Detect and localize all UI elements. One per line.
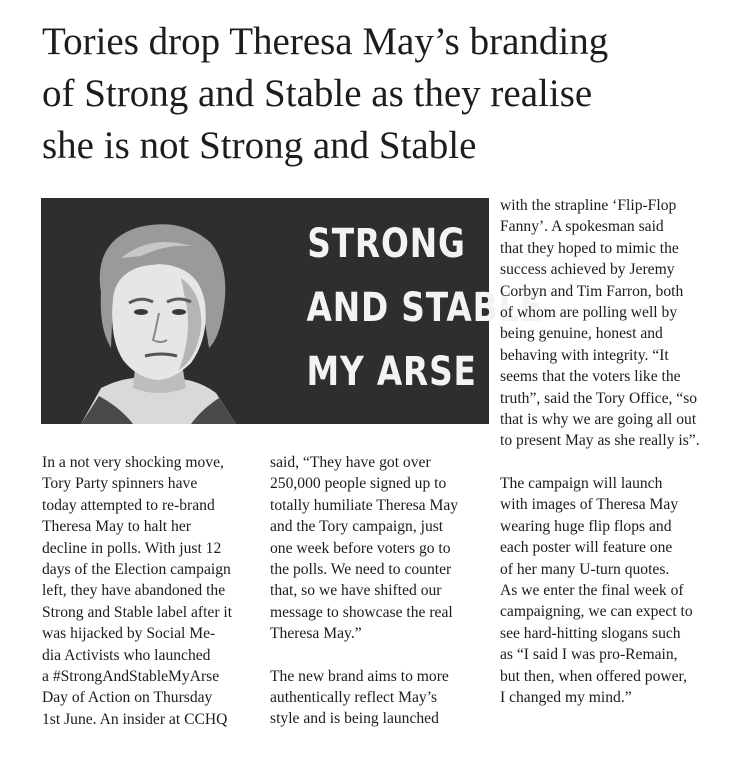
text-line: Strong and Stable label after it xyxy=(42,603,233,621)
campaign-poster-image xyxy=(41,198,544,424)
slogan-line: AND STABLE xyxy=(306,285,544,331)
text-line: being genuine, honest and xyxy=(500,325,663,343)
article-column-3 xyxy=(500,195,715,708)
text-line: seems that the voters like the xyxy=(500,368,681,386)
text-line: style and is being launched xyxy=(270,710,439,728)
portrait-illustration xyxy=(41,198,271,424)
text-line: each poster will feature one xyxy=(500,539,673,557)
column-paragraph xyxy=(42,452,254,730)
text-line: said, “They have got over xyxy=(270,454,431,471)
text-line: today attempted to re-brand xyxy=(42,496,215,514)
text-line: and the Tory campaign, just xyxy=(270,518,444,536)
text-line: The campaign will launch xyxy=(500,474,663,492)
text-line: that, so we have shifted our xyxy=(270,582,442,600)
article-column-1 xyxy=(42,452,254,730)
text-line: Theresa May to halt her xyxy=(42,518,191,536)
text-line: that is why we are going all out xyxy=(500,411,697,429)
poster-slogan xyxy=(289,212,544,404)
text-line: of her many U-turn quotes. xyxy=(500,560,670,578)
text-line: a #StrongAndStableMyArse xyxy=(42,668,220,686)
text-line: the polls. We need to counter xyxy=(270,561,452,579)
text-line: decline in polls. With just 12 xyxy=(42,539,222,557)
text-line: one week before voters go to xyxy=(270,539,451,557)
headline-line: she is not Strong and Stable xyxy=(42,124,477,167)
text-line: with images of Theresa May xyxy=(500,496,679,514)
text-line: left, they have abandoned the xyxy=(42,582,226,600)
text-line: but then, when offered power, xyxy=(500,667,688,685)
headline-line: Tories drop Theresa May’s branding xyxy=(42,20,609,63)
text-line: wearing huge flip flops and xyxy=(500,517,672,535)
text-line: The new brand aims to more xyxy=(270,667,449,685)
text-line: behaving with integrity. “It xyxy=(500,346,669,364)
article-column-2 xyxy=(270,452,482,730)
slogan-line: MY ARSE xyxy=(306,349,477,395)
text-line: to present May as she really is”. xyxy=(500,432,700,450)
text-line: totally humiliate Theresa May xyxy=(270,496,459,514)
text-line: that they hoped to mimic the xyxy=(500,239,679,257)
text-line: Theresa May.” xyxy=(270,625,362,643)
text-line: Fanny’. A spokesman said xyxy=(500,218,664,236)
text-line: days of the Election campaign xyxy=(42,561,231,579)
text-line: Corbyn and Tim Farron, both xyxy=(500,282,684,300)
text-line: authentically reflect May’s xyxy=(270,689,438,707)
text-line: As we enter the final week of xyxy=(500,581,684,599)
column-paragraph xyxy=(500,195,715,452)
text-line: truth”, said the Tory Office, “so xyxy=(500,389,698,407)
text-line: I changed my mind.” xyxy=(500,688,632,706)
text-line: dia Activists who launched xyxy=(42,646,211,664)
portrait-eye-left xyxy=(134,309,148,315)
column-paragraph xyxy=(500,473,715,708)
text-line: see hard-hitting slogans such xyxy=(500,624,681,642)
text-line: of whom are polling well by xyxy=(500,304,678,322)
column-paragraph xyxy=(270,666,482,730)
text-line: 1st June. An insider at CCHQ xyxy=(42,710,228,728)
portrait-eye-right xyxy=(172,309,186,315)
text-line: 250,000 people signed up to xyxy=(270,475,447,493)
article-headline xyxy=(42,16,722,172)
text-line: In a not very shocking move, xyxy=(42,454,224,471)
text-line: success achieved by Jeremy xyxy=(500,261,675,279)
headline-line: of Strong and Stable as they realise xyxy=(42,72,593,115)
column-paragraph xyxy=(270,452,482,645)
text-line: with the strapline ‘Flip-Flop xyxy=(500,197,677,214)
text-line: Tory Party spinners have xyxy=(42,475,198,493)
text-line: message to showcase the real xyxy=(270,603,453,621)
text-line: campaigning, we can expect to xyxy=(500,603,693,621)
text-line: was hijacked by Social Me- xyxy=(42,625,216,643)
text-line: Day of Action on Thursday xyxy=(42,689,213,707)
text-line: as “I said I was pro-Remain, xyxy=(500,646,678,664)
slogan-line: STRONG xyxy=(307,221,466,267)
